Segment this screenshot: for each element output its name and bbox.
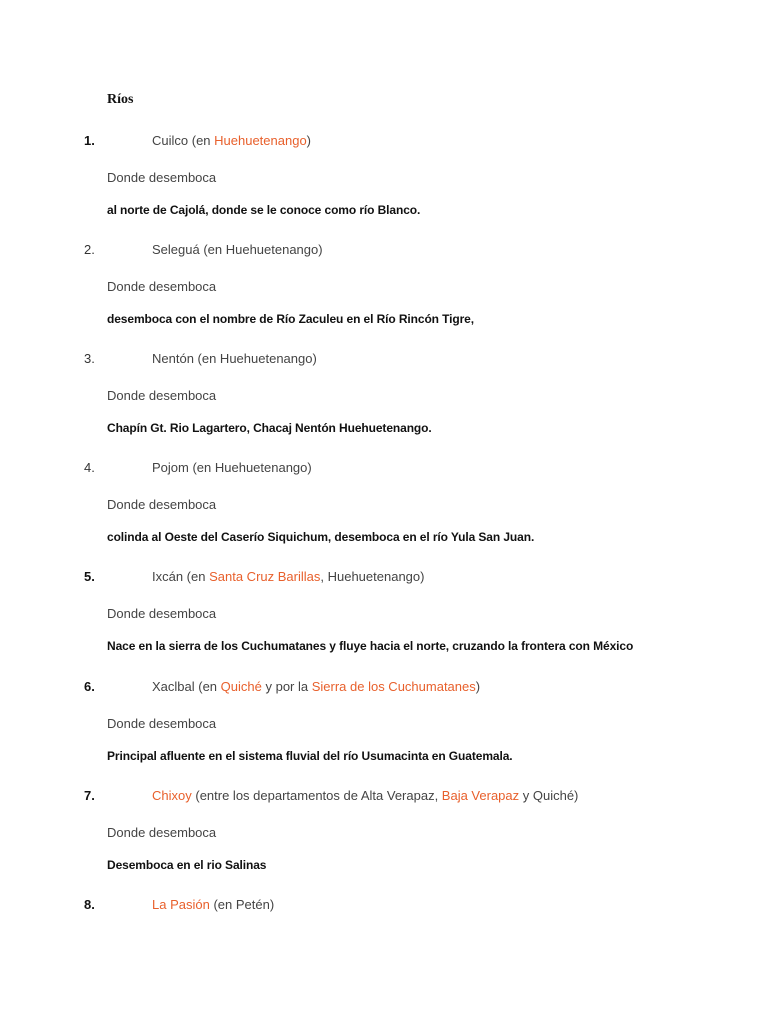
river-text: ) <box>475 679 481 694</box>
river-text: y Quiché) <box>519 788 579 803</box>
river-text: Xaclbal (en <box>152 679 221 694</box>
desemboca-label: Donde desemboca <box>107 716 217 731</box>
desemboca-label: Donde desemboca <box>107 825 217 840</box>
river-text: Pojom (en Huehuetenango) <box>152 460 312 475</box>
river-name <box>152 351 317 366</box>
river-link[interactable]: Quiché <box>220 679 262 694</box>
list-number: 6. <box>84 679 95 694</box>
desemboca-label: Donde desemboca <box>107 279 217 294</box>
river-text: Cuilco (en <box>152 133 215 148</box>
list-number: 4. <box>84 460 95 475</box>
desemboca-label: Donde desemboca <box>107 606 217 621</box>
list-number: 7. <box>84 788 95 803</box>
river-name <box>152 460 312 475</box>
list-number: 8. <box>84 897 95 912</box>
river-link[interactable]: Santa Cruz Barillas <box>209 569 321 584</box>
desemboca-description: colinda al Oeste del Caserío Siquichum, desemboca en el río Yula San Juan. <box>107 530 535 544</box>
desemboca-label: Donde desemboca <box>107 497 217 512</box>
river-name <box>152 788 578 803</box>
river-name <box>152 569 424 584</box>
river-text: Seleguá (en Huehuetenango) <box>152 242 323 257</box>
desemboca-description: desemboca con el nombre de Río Zaculeu en el Río Rincón Tigre, <box>107 312 474 326</box>
list-number: 3. <box>84 351 95 366</box>
list-number: 5. <box>84 569 95 584</box>
page-title: Ríos <box>107 92 134 107</box>
river-link[interactable]: Huehuetenango <box>214 133 307 148</box>
river-text: (entre los departamentos de Alta Verapaz, <box>191 788 442 803</box>
list-number: 1. <box>84 133 95 148</box>
river-text: y por la <box>261 679 312 694</box>
river-link[interactable]: Baja Verapaz <box>441 788 520 803</box>
river-name <box>152 897 274 912</box>
river-name <box>152 242 323 257</box>
river-text: Nentón (en Huehuetenango) <box>152 351 317 366</box>
river-name <box>152 679 480 694</box>
river-link[interactable]: Sierra de los Cuchumatanes <box>311 679 476 694</box>
river-text: ) <box>306 133 312 148</box>
desemboca-label: Donde desemboca <box>107 388 217 403</box>
river-text: (en Petén) <box>209 897 275 912</box>
river-link[interactable]: La Pasión <box>152 897 210 912</box>
river-text: , Huehuetenango) <box>320 569 425 584</box>
desemboca-description: Nace en la sierra de los Cuchumatanes y fluye hacia el norte, cruzando la frontera con México <box>107 639 634 653</box>
desemboca-description: Principal afluente en el sistema fluvial del río Usumacinta en Guatemala. <box>107 749 513 763</box>
river-link[interactable]: Chixoy <box>152 788 192 803</box>
desemboca-description: al norte de Cajolá, donde se le conoce como río Blanco. <box>107 203 421 217</box>
list-number: 2. <box>84 242 95 257</box>
desemboca-description: Desemboca en el rio Salinas <box>107 858 267 872</box>
river-name <box>152 133 311 148</box>
river-text: Ixcán (en <box>152 569 210 584</box>
desemboca-label: Donde desemboca <box>107 170 217 185</box>
desemboca-description: Chapín Gt. Rio Lagartero, Chacaj Nentón Huehuetenango. <box>107 421 432 435</box>
